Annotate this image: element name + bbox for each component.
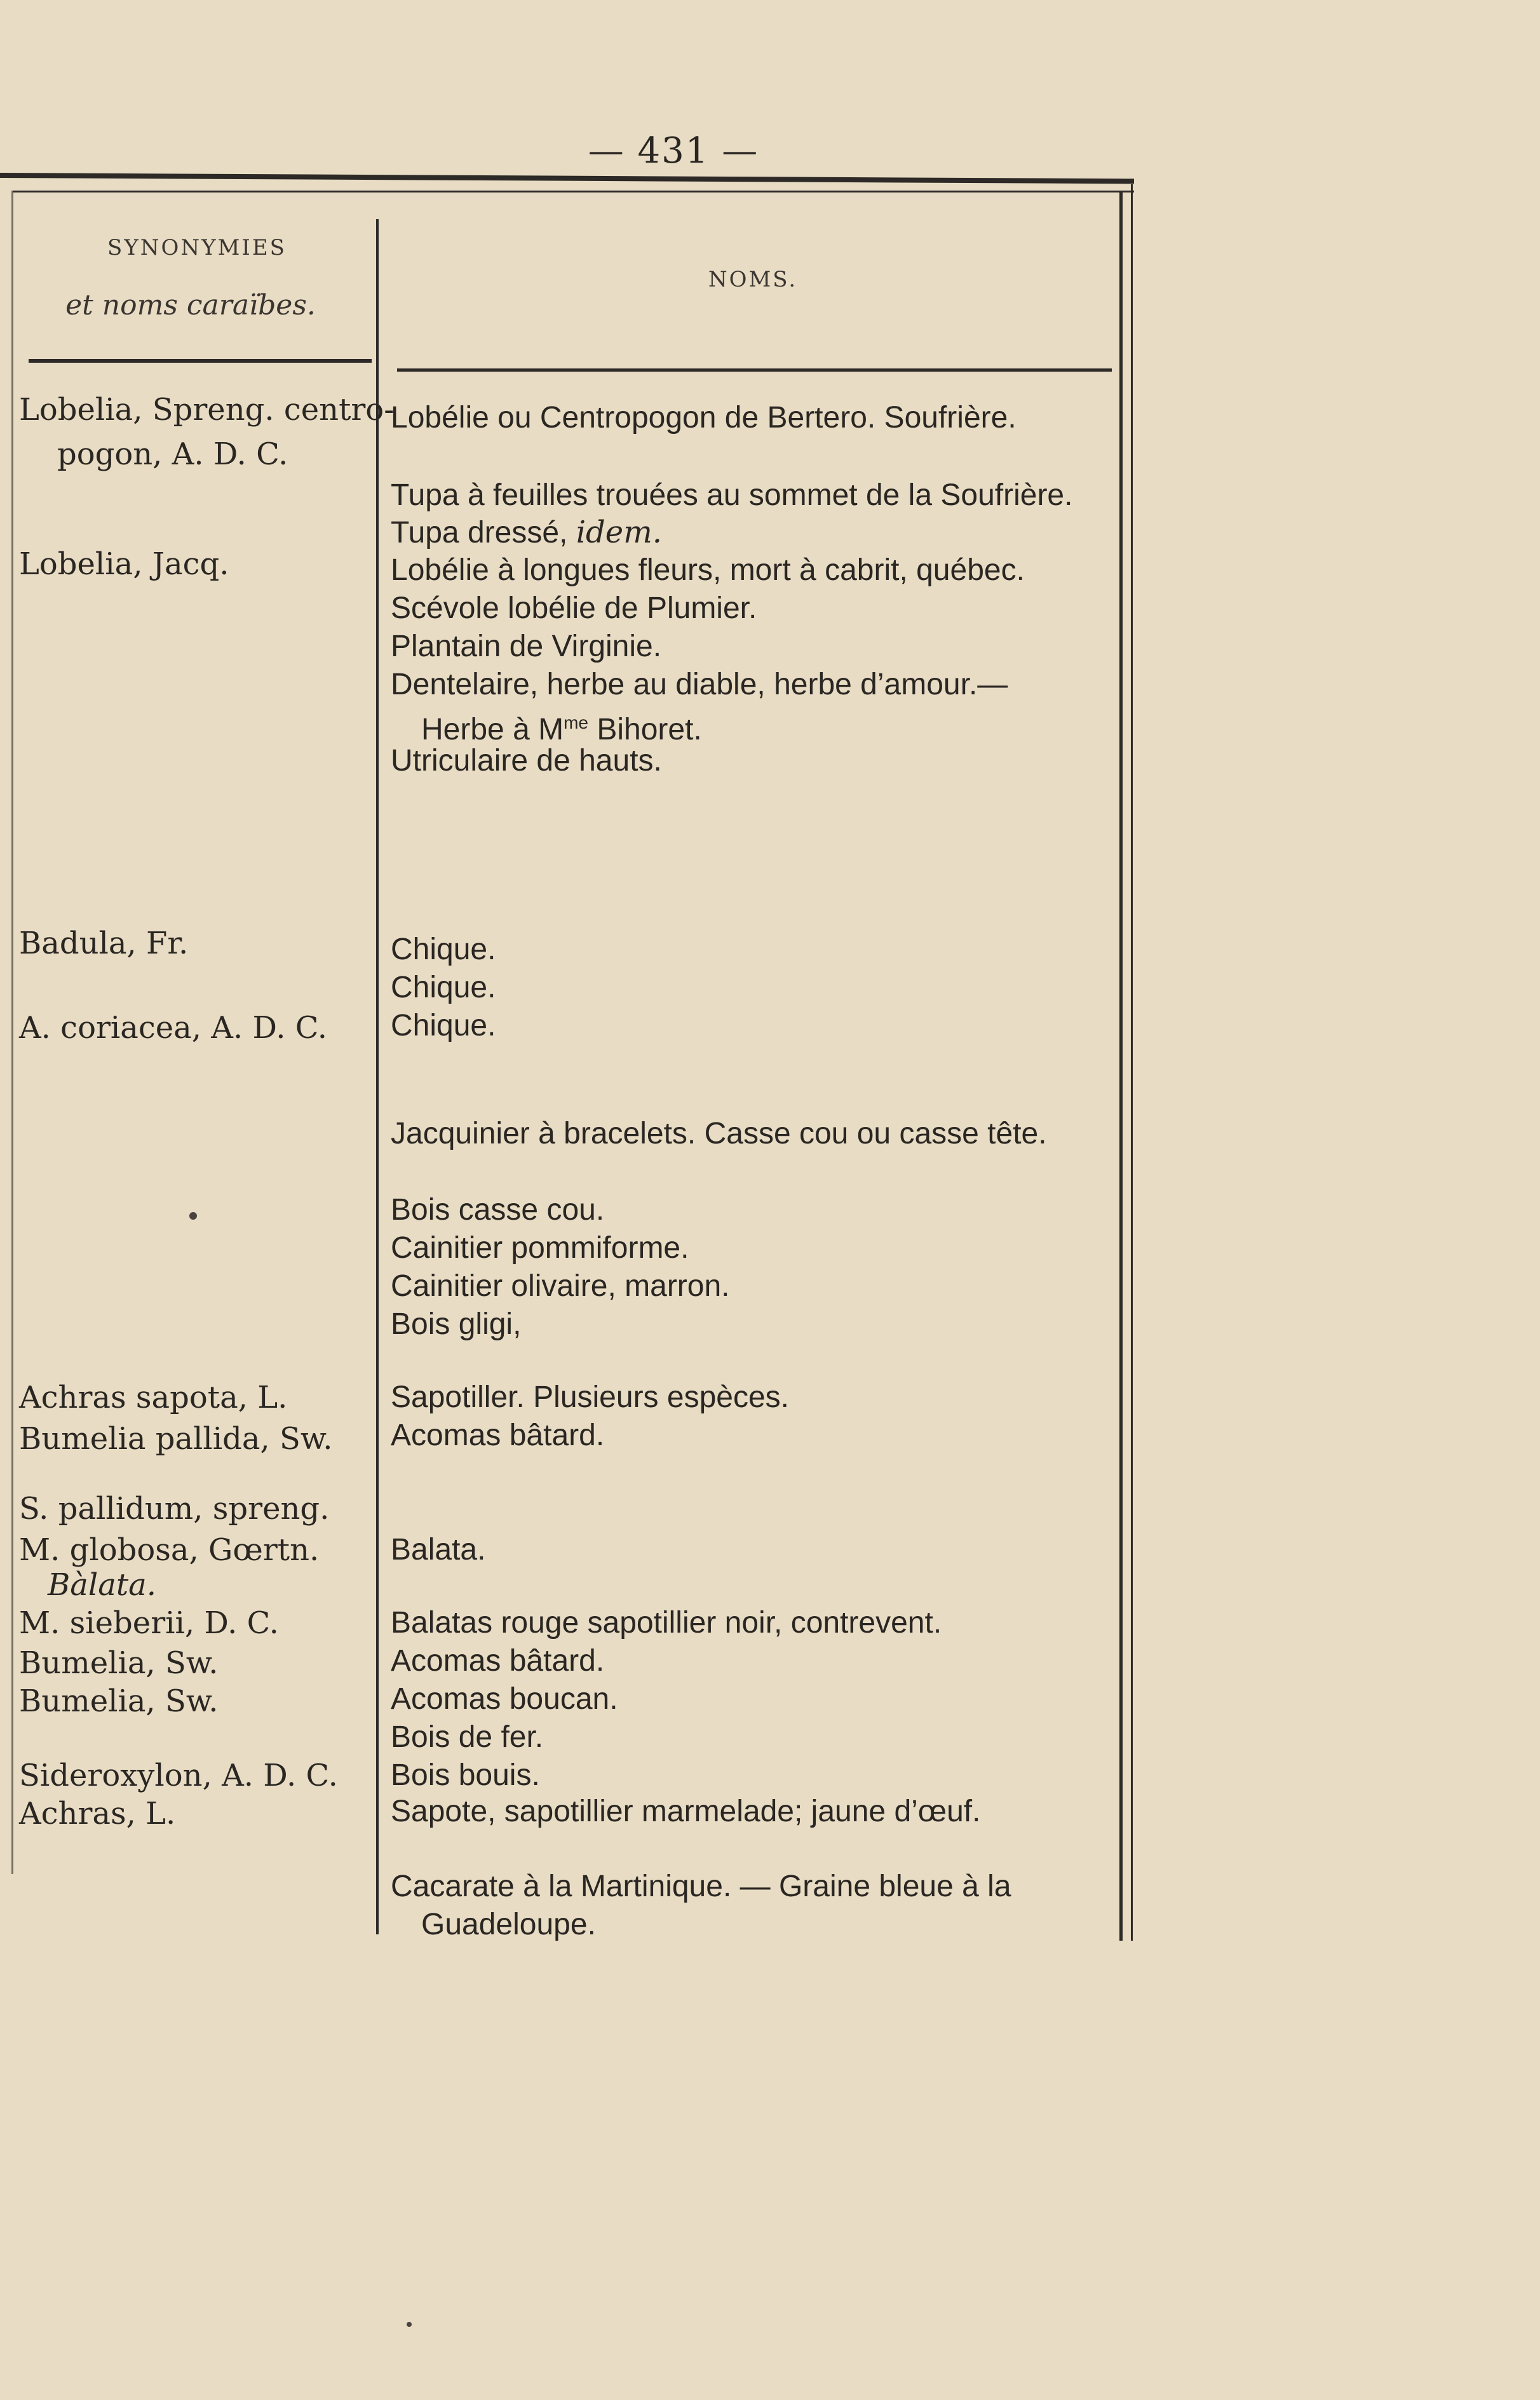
header-synonymies: SYNONYMIES bbox=[107, 235, 287, 260]
synonym-entry: Achras, L. bbox=[19, 1796, 176, 1831]
name-entry: Bois casse cou. bbox=[391, 1193, 605, 1227]
name-entry: Acomas boucan. bbox=[391, 1682, 618, 1716]
header-names: NOMS. bbox=[708, 267, 798, 292]
left-border bbox=[11, 191, 13, 1874]
name-superscript: me bbox=[564, 713, 588, 732]
header-caribbean-names: et noms caraïbes. bbox=[65, 289, 316, 321]
name-text: Herbe à M bbox=[421, 713, 564, 746]
name-entry: Cainitier pommiforme. bbox=[391, 1231, 689, 1265]
ink-speck bbox=[407, 2322, 412, 2327]
name-entry: Bois bouis. bbox=[391, 1758, 540, 1792]
name-entry: Plantain de Virginie. bbox=[391, 630, 662, 663]
page-number: — 431 — bbox=[588, 130, 759, 172]
name-entry: Tupa à feuilles trouées au sommet de la Soufrière. bbox=[391, 478, 1073, 512]
name-entry: Lobélie à longues fleurs, mort à cabrit, québec. bbox=[391, 553, 1025, 587]
name-entry: Jacquinier à bracelets. Casse cou ou casse tête. bbox=[391, 1117, 1047, 1150]
synonym-entry: A. coriacea, A. D. C. bbox=[19, 1010, 328, 1046]
name-entry: Chique. bbox=[391, 933, 496, 966]
name-entry: Bois de fer. bbox=[391, 1720, 544, 1754]
name-entry: Dentelaire, herbe au diable, herbe d’amour.— bbox=[391, 668, 1008, 701]
name-entry: Balata. bbox=[391, 1533, 486, 1567]
synonym-entry: Bumelia, Sw. bbox=[19, 1645, 219, 1681]
name-entry: Cacarate à la Martinique. — Graine bleue à la bbox=[391, 1870, 1011, 1903]
synonym-entry: Bumelia, Sw. bbox=[19, 1683, 219, 1719]
name-entry: Chique. bbox=[391, 1009, 496, 1042]
name-text: Tupa dressé, bbox=[391, 516, 576, 549]
name-entry: Lobélie ou Centropogon de Bertero. Soufrière. bbox=[391, 401, 1017, 435]
synonym-entry: Lobelia, Spreng. centro- bbox=[19, 392, 395, 428]
synonym-entry: Bàlata. bbox=[48, 1567, 157, 1603]
name-entry: Guadeloupe. bbox=[421, 1908, 596, 1941]
synonym-entry: S. pallidum, spreng. bbox=[19, 1491, 330, 1527]
name-entry: Utriculaire de hauts. bbox=[391, 744, 662, 778]
synonym-entry: Lobelia, Jacq. bbox=[19, 546, 229, 582]
synonym-entry: M. sieberii, D. C. bbox=[19, 1605, 279, 1641]
column-divider bbox=[376, 219, 379, 1934]
name-entry: Sapotiller. Plusieurs espèces. bbox=[391, 1380, 789, 1414]
name-entry: Balatas rouge sapotillier noir, contrevent. bbox=[391, 1606, 942, 1640]
synonym-entry: pogon, A. D. C. bbox=[57, 436, 288, 472]
name-text: Bihoret. bbox=[588, 713, 702, 746]
synonym-entry: Sideroxylon, A. D. C. bbox=[19, 1758, 338, 1793]
name-entry: Acomas bâtard. bbox=[391, 1644, 605, 1678]
name-entry: Cainitier olivaire, marron. bbox=[391, 1269, 730, 1303]
name-entry: Acomas bâtard. bbox=[391, 1419, 605, 1452]
name-text-italic: idem. bbox=[576, 515, 662, 550]
name-entry: Chique. bbox=[391, 971, 496, 1004]
synonym-entry: Badula, Fr. bbox=[19, 926, 189, 961]
name-entry: Scévole lobélie de Plumier. bbox=[391, 591, 757, 625]
synonym-entry: M. globosa, Gœrtn. bbox=[19, 1532, 320, 1568]
name-entry bbox=[391, 513, 662, 552]
name-entry: Bois gligi, bbox=[391, 1307, 522, 1341]
synonym-entry: Bumelia pallida, Sw. bbox=[19, 1421, 333, 1457]
ink-speck bbox=[189, 1212, 197, 1220]
names-column bbox=[391, 0, 1128, 1969]
right-border-inner bbox=[1131, 184, 1133, 1941]
name-entry: Sapote, sapotillier marmelade; jaune d’œuf. bbox=[391, 1795, 981, 1828]
synonymies-column bbox=[19, 0, 395, 1906]
synonym-entry: Achras sapota, L. bbox=[19, 1380, 288, 1415]
